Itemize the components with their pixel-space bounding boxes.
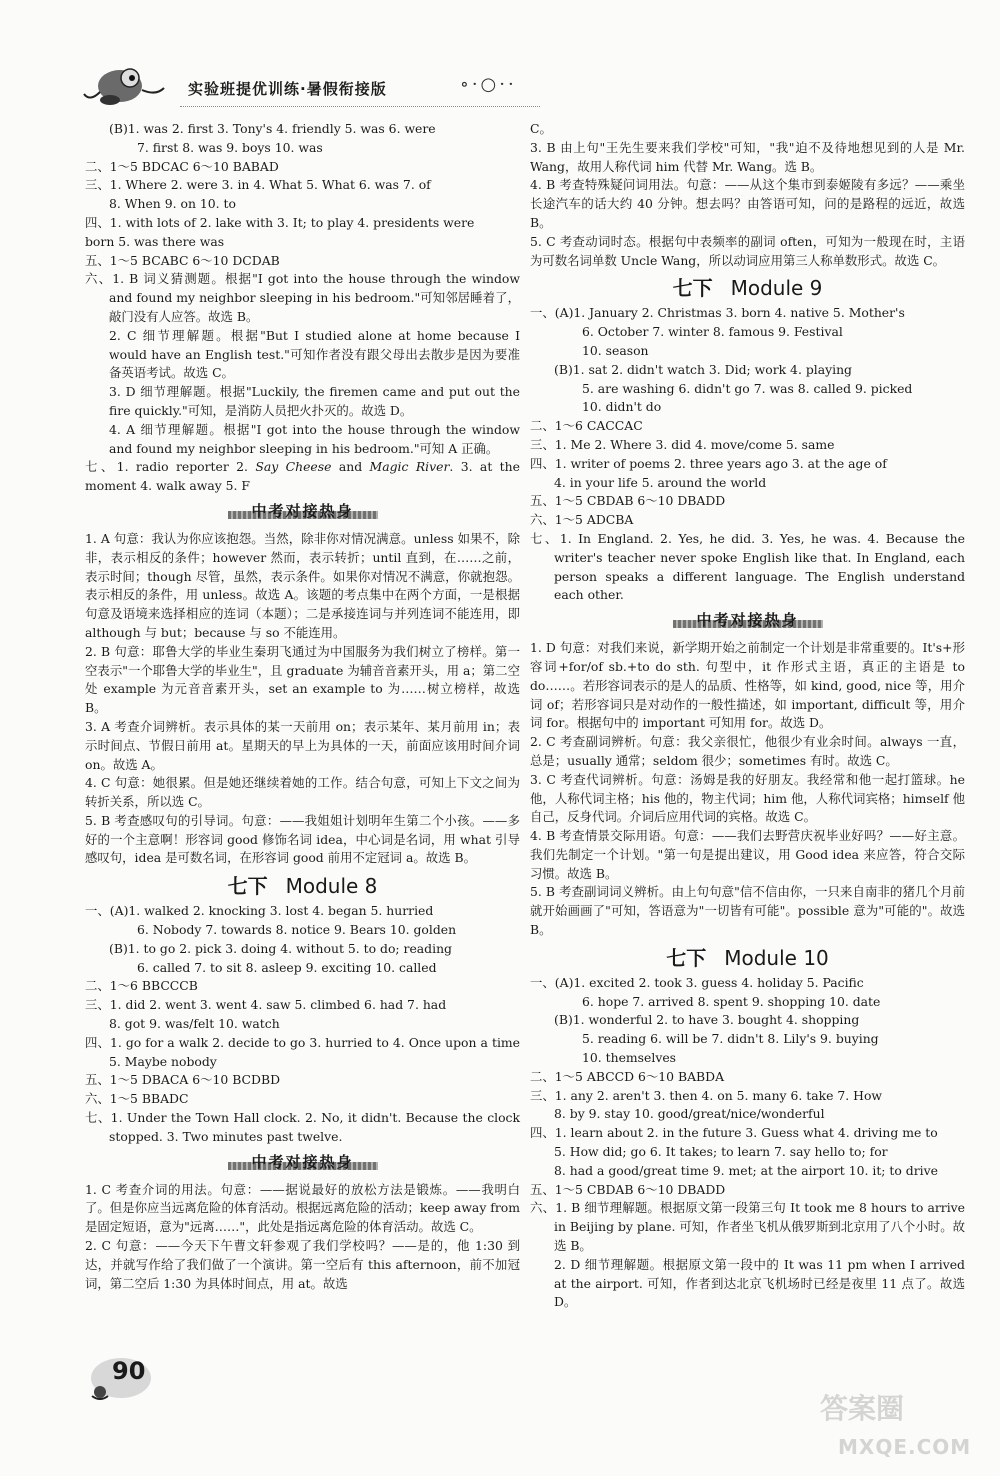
mascot-logo	[80, 62, 170, 106]
answer-text: 七、1. radio reporter 2.	[85, 459, 256, 475]
title-italic: Magic River	[369, 459, 450, 475]
right-column	[530, 120, 965, 1312]
answer-line: 二、1～5 BDCAC 6～10 BABAD	[85, 158, 279, 174]
answer-explanation: 2. C 细节理解题。根据"But I studied alone at home because I would have an English test."可知作者没有跟父母出去散步是因为要准备英语考试。故选 C。	[109, 327, 520, 381]
header-title: 实验班提优训练·暑假衔接版	[188, 80, 387, 98]
answer-line: C。	[530, 121, 552, 136]
answer-explanation: 3. C 考查代词辨析。句意：汤姆是我的好朋友。我经常和他一起打篮球。he 他，人称代词主格；his 他的，物主代词；him 他，人称代词宾格；himself 他自己，反身代词。介词后应用代词的宾格。故选 C。	[530, 771, 965, 825]
answer-line: (B)1. to go 2. pick 3. doing 4. without 5. to do; reading	[109, 940, 452, 956]
answer-explanation: 4. A 细节理解题。根据"I got into the house through the window and found my neighbor sleeping in his bedroom."可知 A 正确。	[109, 421, 520, 456]
answer-line: 一、(A)1. excited 2. took 3. guess 4. holiday 5. Pacific	[530, 974, 864, 990]
answer-explanation: 4. B 考查特殊疑问词用法。句意：——从这个集市到泰姬陵有多远？——乘坐长途汽车的话大约 40 分钟。想去吗？由答语可知，问的是路程的远近，故选 B。	[530, 177, 965, 230]
answer-line: 七、1. Under the Town Hall clock. 2. No, it didn't. Because the clock stopped. 3. Two minutes past twelve.	[85, 1110, 520, 1144]
answer-explanation: 5. C 考查动词时态。根据句中表频率的副词 often，可知为一般现在时，主语为可数名词单数 Uncle Wang，所以动词应用第三人称单数形式。故选 C。	[530, 233, 965, 268]
answer-line: 二、1～6 CACCAC	[530, 418, 643, 434]
answer-line: 四、1. with lots of 2. lake with 3. It; to play 4. presidents were	[85, 214, 475, 230]
answer-line: 四、1. writer of poems 2. three years ago 3. at the age of	[530, 455, 887, 471]
answer-line: 4. in your life 5. around the world	[554, 474, 767, 490]
watermark-url: MXQE.COM	[838, 1435, 972, 1459]
answer-explanation: 1. D 句意：对我们来说，新学期开始之前制定一个计划是非常重要的。It's+形容词+for/of sb.+to do sth. 句型中，it 作形式主语，真正的主语是 to do……。若形容词表示的是人的品质、性格等，如 kind, good, nice 等，用介词 of；若形容词只是对动作的一般性描述，如 important, difficult 等，用介词 for。根据句中的 important 可知用 for。故选 D。	[530, 640, 965, 731]
answer-explanation: 5. B 考查副词词义辨析。由上句句意"信不信由你，一只来自南非的猪几个月前就开始画画了"可知，答语意为"一切皆有可能"。possible 意为"可能的"。故选 B。	[530, 884, 965, 938]
answer-line: 五、1～5 BCABC 6～10 DCDAB	[85, 252, 280, 268]
answer-explanation: 3. D 细节理解题。根据"Luckily, the firemen came and put out the fire quickly."可知，是消防人员把火扑灭的。故选 D。	[109, 384, 520, 418]
answer-line: (B)1. sat 2. didn't watch 3. Did; work 4. playing	[554, 361, 852, 377]
title-italic: Say Cheese	[255, 459, 332, 475]
answer-line: 8. had a good/great time 9. met; at the airport 10. it; to drive	[554, 1162, 938, 1178]
answer-line: 五、1～5 DBACA 6～10 BCDBD	[85, 1072, 281, 1088]
answer-explanation: 2. C 考查副词辨析。句意：我父亲很忙，他很少有业余时间。always 一直，总是；usually 通常；seldom 很少；sometimes 有时。故选 C。	[530, 734, 965, 768]
answer-explanation: 4. B 考查情景交际用语。句意：——我们去野营庆祝毕业好吗？——好主意。我们先制定一个计划。"第一句是提出建议，用 Good idea 来应答，符合交际习惯。故选 B。	[530, 828, 965, 881]
answer-explanation: 1. A 句意：我认为你应该抱怨。当然，除非你对情况满意。unless 如果不，除非，表示相反的条件；however 然而，表示转折；until 直到，在……之前，表示时间；though 尽管，虽然，表示条件。如果你对情况不满意，你就抱怨。表示相反的条件，用 unless。故选 A。该题的考点集中在两个方面，一是根据句意及语境来选择相应的连词（本题）；二是承接连词与并列连词不能连用，即 although 与 but；because 与 so 不能连用。	[85, 530, 520, 640]
answer-line: 三、1. any 2. aren't 3. then 4. on 5. many 6. take 7. How	[530, 1087, 883, 1103]
answer-explanation: 2. C 句意：——今天下午曹文轩参观了我们学校吗？——是的，他 1:30 到达，并就写作给了我们做了一个演讲。第一空后有 this afternoon，前不加冠词，第二空后 1:30 为具体时间点，用 at。故选	[85, 1238, 520, 1291]
answer-explanation: 4. C 句意：她很累。但是她还继续着她的工作。结合句意，可知上下文之间为转折关系，所以选 C。	[85, 775, 520, 810]
watermark-logo: 答案圈	[820, 1392, 905, 1425]
answer-line: 六、1～5 ADCBA	[530, 512, 634, 528]
answer-line: born 5. was there was	[85, 233, 225, 249]
answer-explanation: 1. C 考查介词的用法。句意：——据说最好的放松方法是锻炼。——我明白了。但是你应当远离危险的体育活动。根据远离危险的活动；keep away from 是固定短语，意为"远离……"，此处是指远离危险的体育活动。故选 C。	[85, 1181, 520, 1235]
module-heading: 七下 Module 8	[227, 874, 378, 899]
answer-line: 六、1～5 BBADC	[85, 1091, 189, 1107]
answer-line: 8. When 9. on 10. to	[109, 196, 236, 212]
header-rule	[180, 106, 540, 107]
module-heading: 七下 Module 10	[666, 945, 829, 970]
answer-line	[85, 458, 520, 496]
section-banner: 中考对接热身	[673, 611, 823, 633]
page-number: 90	[112, 1357, 146, 1385]
left-column	[85, 120, 520, 1293]
answer-line: 三、1. Me 2. Where 3. did 4. move/come 5. same	[530, 436, 835, 452]
answer-line: 10. themselves	[582, 1050, 677, 1066]
answer-line: 四、1. learn about 2. in the future 3. Guess what 4. driving me to	[530, 1125, 938, 1141]
answer-line: (B)1. wonderful 2. to have 3. bought 4. shopping	[554, 1012, 860, 1028]
answer-line: 二、1～6 BBCCCB	[85, 978, 198, 994]
header-dots: ∘·○··	[460, 74, 517, 95]
answer-explanation: 5. B 考查感叹句的引导词。句意：——我姐姐计划明年生第二个小孩。——多好的一个主意啊！形容词 good 修饰名词 idea，中心词是名词，用 what 引导感叹句，idea 是可数名词，在形容词 good 前用不定冠词 a。故选 B。	[85, 812, 520, 866]
answer-line: 6. called 7. to sit 8. asleep 9. exciting 10. called	[137, 959, 437, 975]
page-header	[80, 60, 960, 108]
answer-line: 三、1. did 2. went 3. went 4. saw 5. climbed 6. had 7. had	[85, 997, 447, 1013]
answer-line: 一、(A)1. walked 2. knocking 3. lost 4. began 5. hurried	[85, 903, 434, 919]
answer-explanation: 3. A 考查介词辨析。表示具体的某一天前用 on；表示某年、某月前用 in；表示时间点、节假日前用 at。星期天的早上为具体的一天，前面应该用时间介词 on。故选 A。	[85, 718, 520, 772]
answer-line: 三、1. Where 2. were 3. in 4. What 5. What 6. was 7. of	[85, 177, 431, 193]
answer-line: (B)1. was 2. first 3. Tony's 4. friendly 5. was 6. were	[109, 121, 436, 136]
answer-line: 5. are washing 6. didn't go 7. was 8. called 9. picked	[582, 380, 913, 396]
answer-line: 七、1. In England. 2. Yes, he did. 3. Yes, he was. 4. Because the writer's teacher never spoke English like that. In England, each person speaks a different language. The English understand each other.	[530, 530, 965, 603]
answer-line: 二、1～5 ABCCD 6～10 BABDA	[530, 1068, 725, 1084]
section-banner: 中考对接热身	[228, 1153, 378, 1175]
answer-line: 五、1～5 CBDAB 6～10 DBADD	[530, 1181, 726, 1197]
answer-explanation: 2. B 句意：耶鲁大学的毕业生秦玥飞通过为中国服务为我们树立了榜样。第一空表示"一个耶鲁大学的毕业生"，且 graduate 为辅音音素开头，用 a；第二空处 example 为元音音素开头，set an example to 为……树立榜样，故选 B。	[85, 643, 520, 716]
answer-text: and	[331, 459, 370, 475]
answer-line: 一、(A)1. January 2. Christmas 3. born 4. native 5. Mother's	[530, 305, 905, 321]
answer-line: 10. season	[582, 342, 649, 358]
answer-line: 5. How did; go 6. It takes; to learn 7. say hello to; for	[554, 1144, 888, 1160]
answer-line: 五、1～5 CBDAB 6～10 DBADD	[530, 493, 726, 509]
module-heading: 七下 Module 9	[672, 276, 823, 301]
answer-line: 四、1. go for a walk 2. decide to go 3. hurried to 4. Once upon a time 5. Maybe nobody	[85, 1034, 520, 1069]
answer-line: 7. first 8. was 9. boys 10. was	[137, 139, 323, 155]
answer-line: 8. got 9. was/felt 10. watch	[109, 1016, 280, 1032]
answer-explanation: 2. D 细节理解题。根据原文第一段中的 It was 11 pm when I arrived at the airport. 可知，作者到达北京飞机场时已经是夜里 11 点了。故选 D。	[554, 1256, 965, 1310]
answer-line: 10. didn't do	[582, 399, 662, 415]
answer-explanation: 六、1. B 词义猜测题。根据"I got into the house through the window and found my neighbor sleeping in his bedroom."可知邻居睡着了，敲门没有人应答。故选 B。	[85, 271, 520, 324]
answer-explanation: 3. B 由上句"王先生要来我们学校"可知，"我"迫不及待地想见到的人是 Mr. Wang，故用人称代词 him 代替 Mr. Wang。选 B。	[530, 139, 965, 174]
answer-line: 6. Nobody 7. towards 8. notice 9. Bears 10. golden	[137, 922, 457, 938]
answer-explanation: 六、1. B 细节理解题。根据原文第一段第三句 It took me 8 hours to arrive in Beijing by plane. 可知，作者坐飞机从俄罗斯到北京用了八个小时。故选 B。	[530, 1200, 965, 1254]
answer-line: 5. reading 6. will be 7. didn't 8. Lily's 9. buying	[582, 1031, 879, 1047]
section-banner: 中考对接热身	[228, 502, 378, 524]
answer-line: 8. by 9. stay 10. good/great/nice/wonderful	[554, 1106, 825, 1122]
answer-line: 6. hope 7. arrived 8. spent 9. shopping 10. date	[582, 993, 881, 1009]
answer-line: 6. October 7. winter 8. famous 9. Festival	[582, 324, 843, 340]
answer-text: . 3. at the moment 4. walk away 5. F	[85, 459, 520, 494]
